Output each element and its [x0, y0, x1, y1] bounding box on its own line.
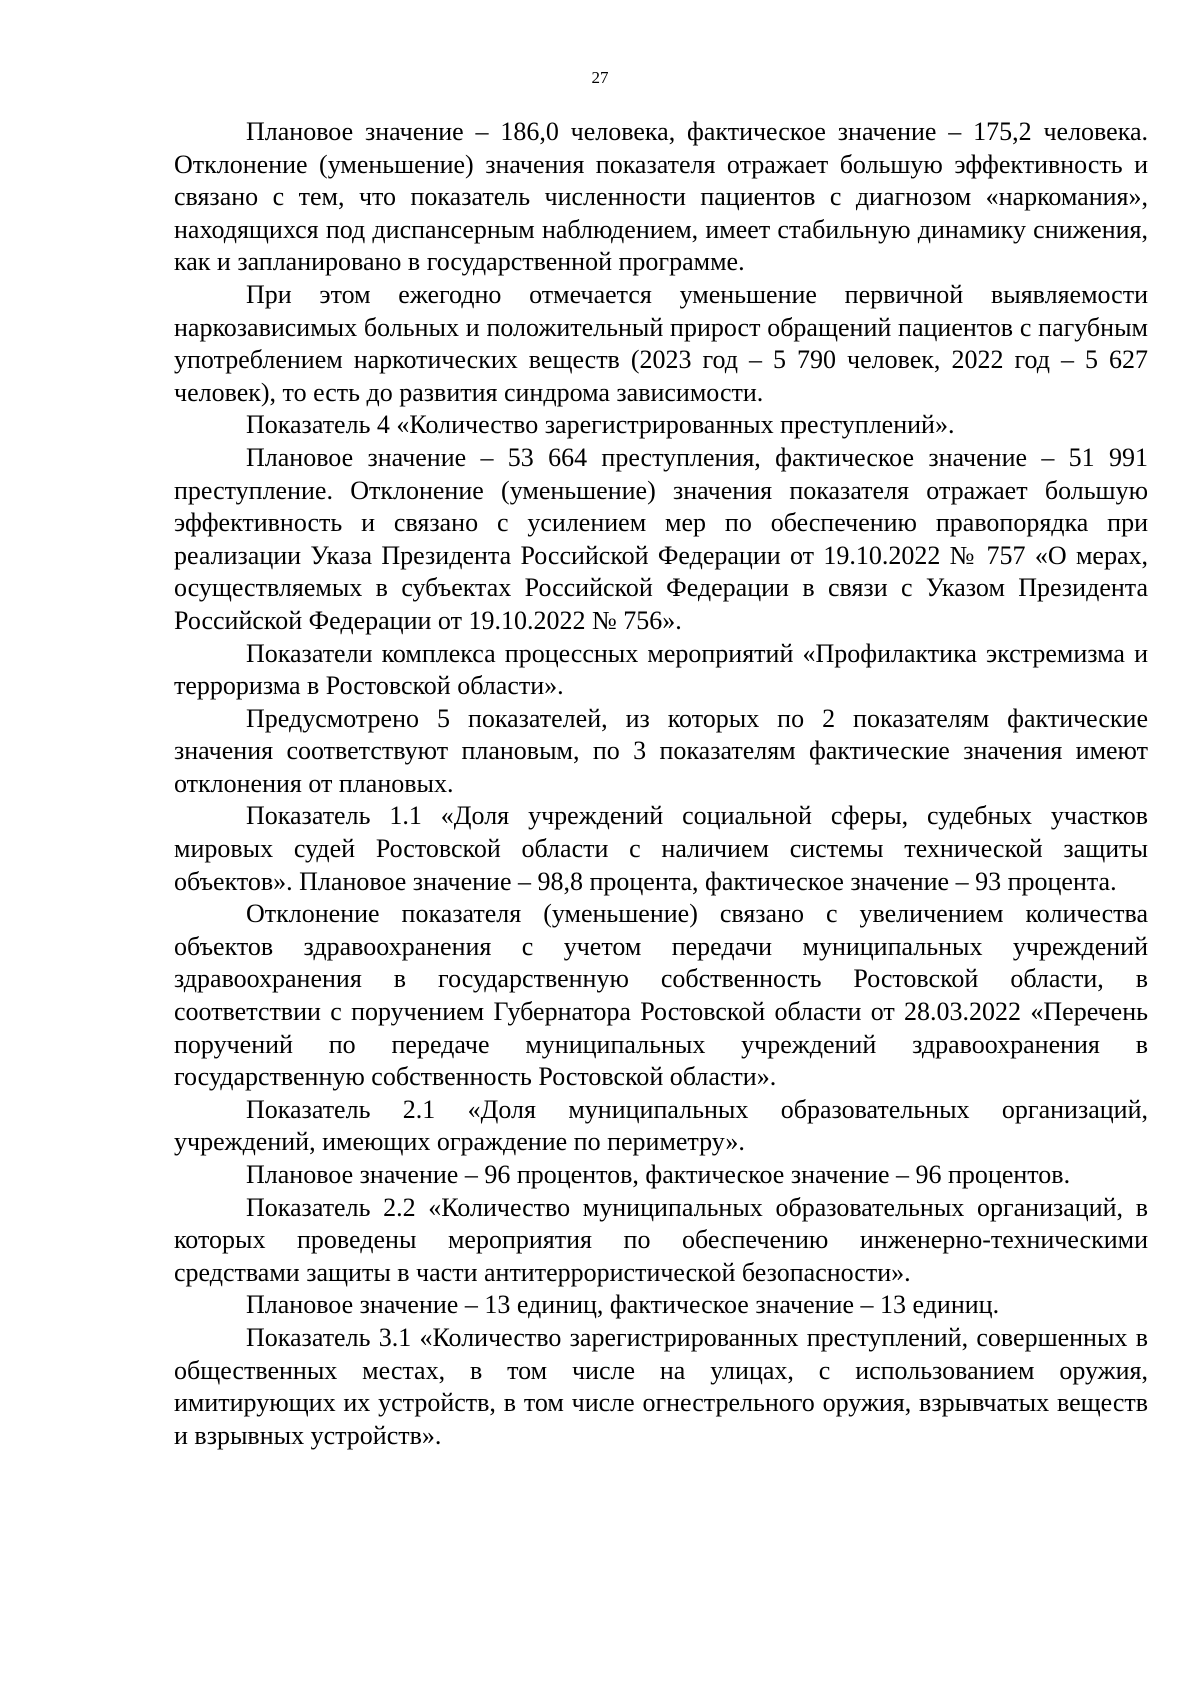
paragraph: При этом ежегодно отмечается уменьшение первичной выявляемости наркозависимых больных и положительный прирост обращений пациентов с пагубным употреблением наркотических веществ (2023 год – 5 790 человек, 2022 год – 5 627 человек), то есть до развития синдрома зависимости.: [174, 279, 1148, 407]
document-body: [174, 116, 1148, 1452]
paragraph: Предусмотрено 5 показателей, из которых по 2 показателям фактические значения соответствуют плановым, по 3 показателям фактические значения имеют отклонения от плановых.: [174, 703, 1148, 798]
paragraph: Показатели комплекса процессных мероприятий «Профилактика экстремизма и терроризма в Ростовской области».: [174, 638, 1148, 701]
paragraph: Отклонение показателя (уменьшение) связано с увеличением количества объектов здравоохранения с учетом передачи муниципальных учреждений здравоохранения в государственную собственность Ростовской области, в соответствии с поручением Губернатора Ростовской области от 28.03.2022 «Перечень поручений по передаче муниципальных учреждений здравоохранения в государственную собственность Ростовской области».: [174, 899, 1148, 1092]
page-number: 27: [591, 68, 609, 87]
paragraph: Показатель 4 «Количество зарегистрированных преступлений».: [246, 410, 955, 440]
paragraph: Показатель 1.1 «Доля учреждений социальной сферы, судебных участков мировых судей Ростовской области с наличием системы технической защиты объектов». Плановое значение – 98,8 процента, фактическое значение – 93 процента.: [174, 801, 1148, 896]
paragraph: Показатель 2.1 «Доля муниципальных образовательных организаций, учреждений, имеющих ограждение по периметру».: [174, 1094, 1148, 1157]
paragraph: Показатель 2.2 «Количество муниципальных образовательных организаций, в которых проведены мероприятия по обеспечению инженерно-техническими средствами защиты в части антитеррористической безопасности».: [174, 1192, 1148, 1287]
paragraph: Плановое значение – 53 664 преступления, фактическое значение – 51 991 преступление. Отклонение (уменьшение) значения показателя отражает большую эффективность и связано с усилением мер по обеспечению правопорядка при реализации Указа Президента Российской Федерации от 19.10.2022 № 757 «О мерах, осуществляемых в субъектах Российской Федерации в связи с Указом Президента Российской Федерации от 19.10.2022 № 756».: [174, 442, 1148, 635]
paragraph: Показатель 3.1 «Количество зарегистрированных преступлений, совершенных в общественных местах, в том числе на улицах, с использованием оружия, имитирующих их устройств, в том числе огнестрельного оружия, взрывчатых веществ и взрывных устройств».: [174, 1322, 1148, 1450]
paragraph: Плановое значение – 186,0 человека, фактическое значение – 175,2 человека. Отклонение (уменьшение) значения показателя отражает большую эффективность и связано с тем, что показатель численности пациентов с диагнозом «наркомания», находящихся под диспансерным наблюдением, имеет стабильную динамику снижения, как и запланировано в государственной программе.: [174, 117, 1148, 277]
paragraph: Плановое значение – 13 единиц, фактическое значение – 13 единиц.: [246, 1290, 1000, 1320]
paragraph: Плановое значение – 96 процентов, фактическое значение – 96 процентов.: [246, 1160, 1071, 1189]
